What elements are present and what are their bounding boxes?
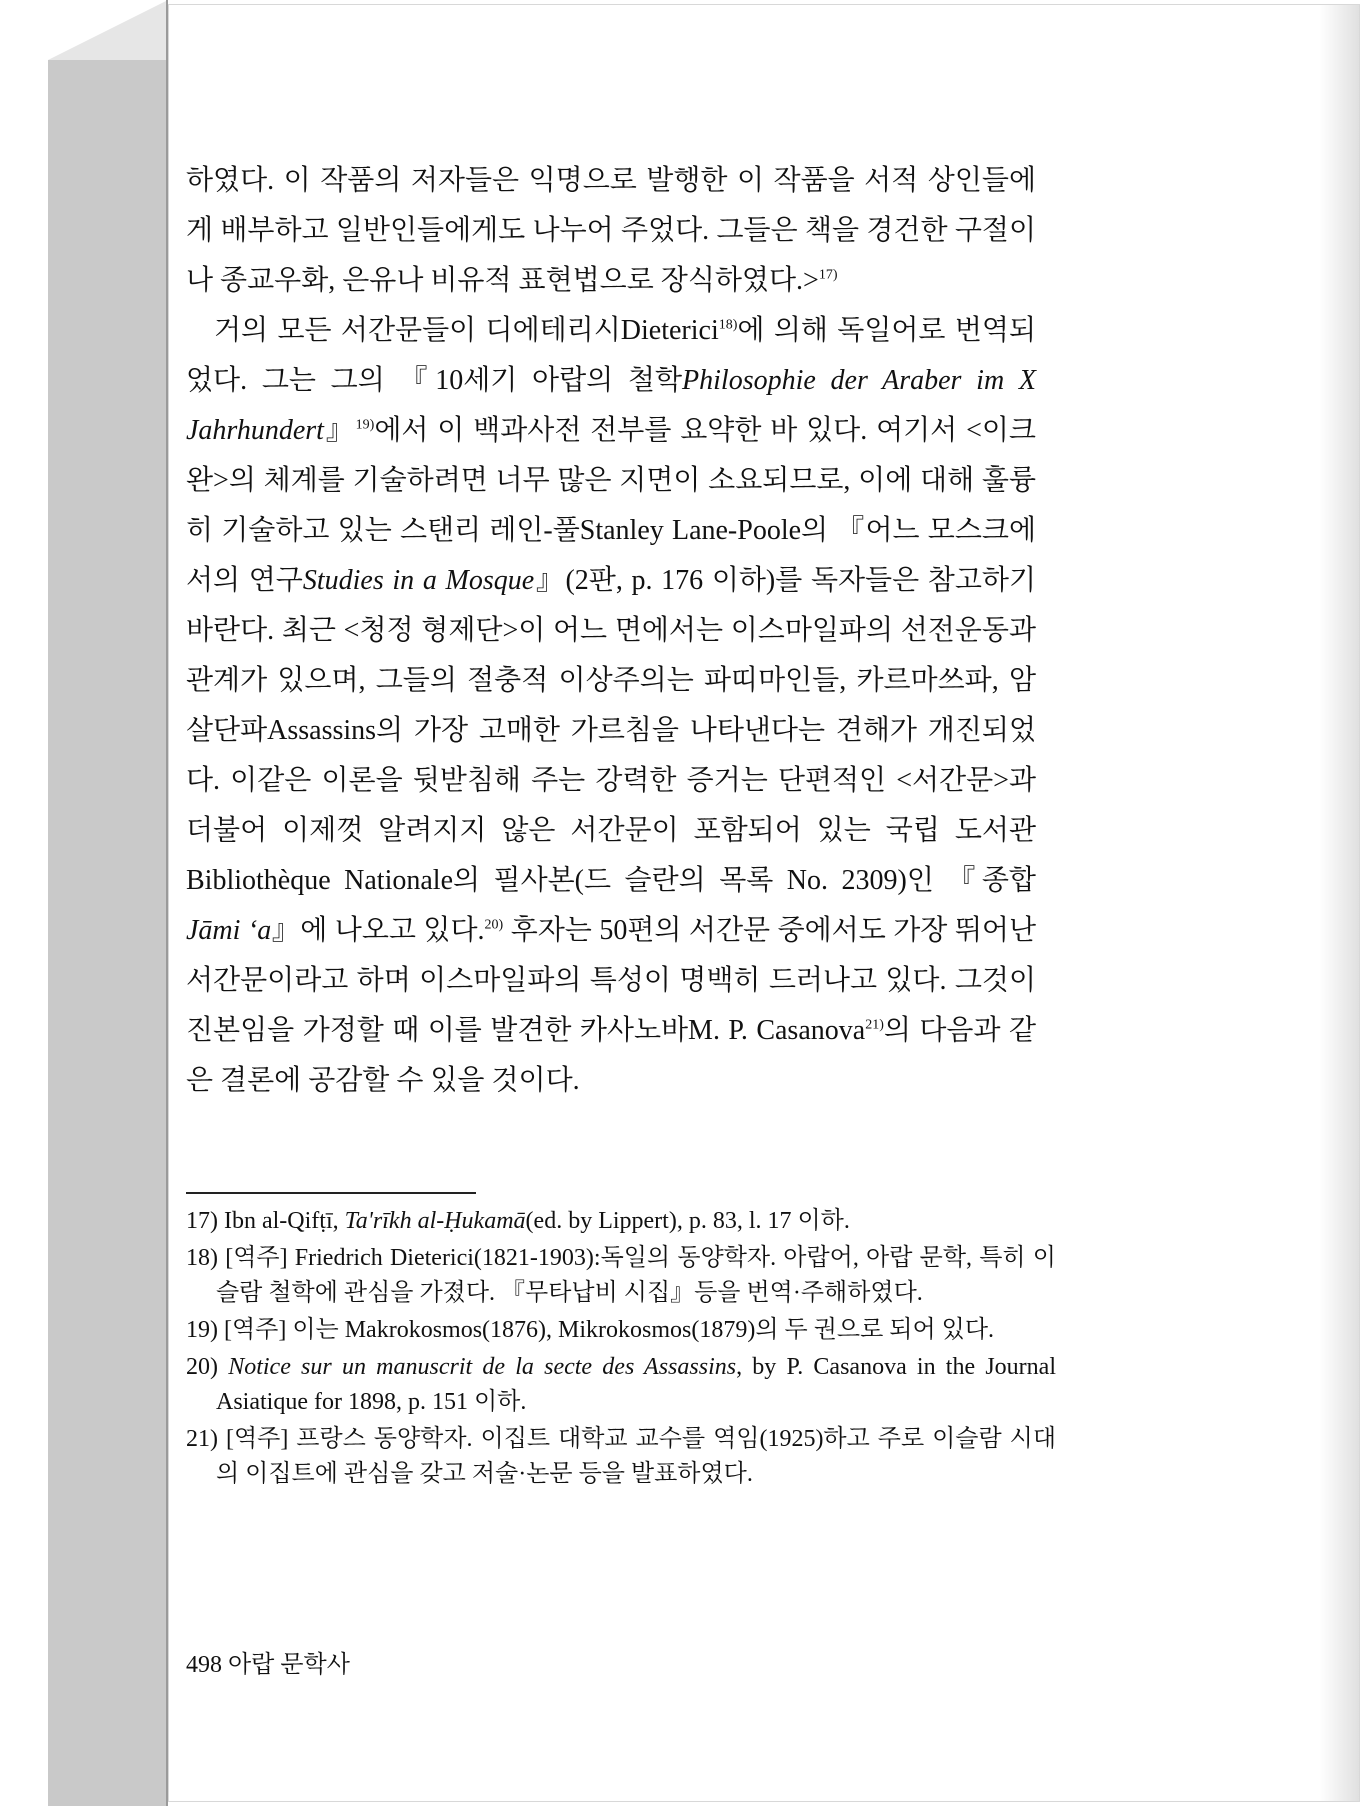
book-title-studies: Studies in a Mosque — [302, 565, 535, 596]
footnote-19: 19) [역주] 이는 Makrokosmos(1876), Mikrokosmos(1879)의 두 권으로 되어 있다. — [186, 1317, 995, 1343]
page-shadow — [1319, 5, 1359, 1801]
footnote-ref-21: 21) — [865, 1017, 884, 1033]
body-text — [186, 156, 1036, 1106]
footnote-20: 20) Notice sur un manuscrit de la secte des Assassins, by P. Casanova in the Journal Asiatique for 1898, p. 151 이하. — [186, 1354, 1056, 1415]
footnote-21: 21) [역주] 프랑스 동양학자. 이집트 대학교 교수를 역임(1925)하고 주로 이슬람 시대의 이집트에 관심을 갖고 저술·논문 등을 발표하였다. — [186, 1426, 1056, 1487]
footnote-18: 18) [역주] Friedrich Dieterici(1821-1903):독일의 동양학자. 아랍어, 아랍 문학, 특히 이슬람 철학에 관심을 가졌다. 『무타납비 시집』등을 번역·주해하였다. — [186, 1245, 1056, 1306]
footnote-ref-17: 17) — [818, 267, 838, 283]
footnote-17: 17) Ibn al-Qifṭī, Ta'rīkh al-Ḥukamā(ed. by Lippert), p. 83, l. 17 이하. — [186, 1208, 850, 1234]
paragraph-2: 거의 모든 서간문들이 디에테리시Dieterici$^{18)}$에 의해 독일어로 번역되었다. 그는 그의 『10세기 아랍의 철학Philosophie der Araber im X Jahrhundert』$^{19)}$에서 이 백과사전 전부를 요약한 바 있다. 여기서 <이크완>의 체계를 기술하려면 너무 많은 지면이 소요되므로, 이에 대해 훌륭히 기술하고 있는 스탠리 레인-풀Stanley Lane-Poole의 『어느 모스크에서의 연구Studies in a Mosque』(2판, p. 176 이하)를 독자들은 참고하기 바란다. 최근 <청정 형제단>이 어느 면에서는 이스마일파의 선전운동과 관계가 있으며, 그들의 절충적 이상주의는 파띠마인들, 카르마쓰파, 암살단파Assassins의 가장 고매한 가르침을 나타낸다는 견해가 개진되었다. 이같은 이론을 뒷받침해 주는 강력한 증거는 단편적인 <서간문>과 더불어 이제껏 알려지지 않은 서간문이 포함되어 있는 국립 도서관Bibliothèque Nationale의 필사본(드 슬란의 목록 No. 2309)인 『종합Jāmi ʻa』에 나오고 있다.$^{20)}$ 후자는 50편의 서간문 중에서도 가장 뛰어난 서간문이라고 하며 이스마일파의 특성이 명백히 드러나고 있다. 그것이 진본임을 가정할 때 이를 발견한 카사노바M. P. Casanova$^{21)}$의 다음과 같은 결론에 공감할 수 있을 것이다. — [186, 315, 1036, 1096]
footnote-ref-19: 19) — [355, 417, 375, 433]
book-title-philosophie: Philosophie der Araber im X Jahrhundert — [186, 365, 1036, 446]
footnote-ref-18: 18) — [718, 317, 738, 333]
book-spine — [48, 60, 168, 1806]
paragraph-1: 하였다. 이 작품의 저자들은 익명으로 발행한 이 작품을 서적 상인들에게 배부하고 일반인들에게도 나누어 주었다. 그들은 책을 경건한 구절이나 종교우화, 은유나 비유적 표현법으로 장식하였다.>$^{17)}$ — [186, 165, 1036, 296]
footnote-divider — [186, 1192, 476, 1194]
book-spine-top — [48, 0, 168, 60]
page-folio: 498 아랍 문학사 — [186, 1652, 350, 1678]
book-title-jamia: Jāmi ʻa — [186, 915, 272, 946]
footnote-ref-20: 20) — [484, 917, 504, 933]
footnotes — [186, 1204, 1056, 1494]
